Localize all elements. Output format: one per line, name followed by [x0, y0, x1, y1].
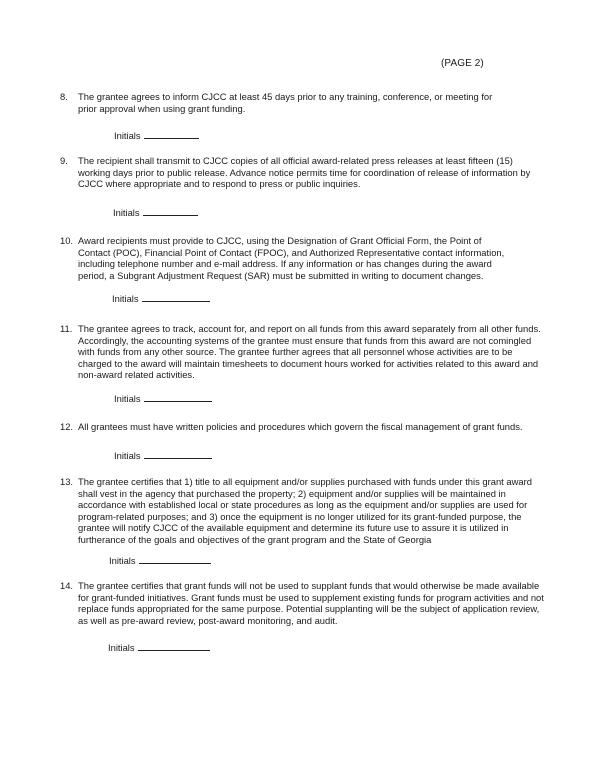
initials-line[interactable] — [144, 130, 199, 139]
initials-label: Initials — [108, 642, 135, 653]
clause-number: 14. — [60, 580, 74, 591]
initials-line[interactable] — [143, 207, 198, 216]
initials-line[interactable] — [139, 555, 211, 564]
initials-label: Initials — [113, 207, 140, 218]
clause-number: 10. — [60, 235, 74, 246]
clause-text: The recipient shall transmit to CJCC copies of all official award-related press releases at least fifteen (15) working days prior to public release. Advance notice permits time for coordination of release of information by CJCC where appropriate and to respond to press or public inquiries. — [78, 155, 531, 190]
initials-field-11[interactable] — [114, 393, 212, 404]
clause-text: All grantees must have written policies and procedures which govern the fiscal management of grant funds. — [78, 421, 523, 432]
initials-label: Initials — [114, 130, 141, 141]
initials-field-8[interactable] — [114, 130, 199, 141]
clause-10 — [60, 235, 508, 281]
clause-12 — [60, 421, 560, 433]
clause-text: Award recipients must provide to CJCC, using the Designation of Grant Official Form, the Point of Contact (POC), Financial Point of Contact (FPOC), and Authorized Representative contact information, including telephone number and e-mail address. If any information or has changes during the award period, a Subgrant Adjustment Request (SAR) must be submitted in writing to document changes. — [78, 235, 505, 281]
initials-label: Initials — [109, 555, 136, 566]
clause-text: The grantee agrees to inform CJCC at least 45 days prior to any training, conference, or meeting for prior approval when using grant funding. — [78, 91, 493, 114]
clause-number: 11. — [60, 323, 73, 334]
initials-label: Initials — [114, 393, 141, 404]
initials-label: Initials — [114, 450, 141, 461]
initials-field-12[interactable] — [114, 450, 212, 461]
initials-field-9[interactable] — [113, 207, 198, 218]
clause-number: 9. — [60, 155, 68, 166]
initials-line[interactable] — [144, 450, 212, 459]
clause-8 — [60, 91, 500, 114]
clause-9 — [60, 155, 538, 190]
clause-14 — [60, 580, 544, 626]
clause-number: 12. — [60, 421, 74, 432]
initials-line[interactable] — [142, 293, 210, 302]
initials-field-14[interactable] — [108, 642, 210, 653]
initials-field-13[interactable] — [109, 555, 211, 566]
initials-field-10[interactable] — [112, 293, 210, 304]
clause-text: The grantee certifies that 1) title to all equipment and/or supplies purchased with funds under this grant award shall vest in the agency that purchased the property; 2) equipment and/or supplies will be maintained in accordance with established local or state procedures as long as the equipment and/or supplies are used for program-related purposes; and 3) once the equipment is no longer utilized for its grant-funded purpose, the grantee will notify CJCC of the available equipment and determine its future use to assure it is utilized in furtherance of the goals and objectives of the grant program and the State of Georgia — [78, 476, 532, 545]
page-number-label: (PAGE 2) — [441, 58, 484, 69]
initials-label: Initials — [112, 293, 139, 304]
initials-line[interactable] — [144, 393, 212, 402]
clause-text: The grantee agrees to track, account for, and report on all funds from this award separately from all other funds. Accordingly, the accounting systems of the grantee must ensure that funds from this award are not comingled with funds from any other source. The grantee further agrees that all personnel whose activities are to be charged to the award will maintain timesheets to document hours worked for activities related to this award and non-award related activities. — [78, 323, 541, 381]
clause-11 — [60, 323, 542, 381]
initials-line[interactable] — [138, 642, 210, 651]
clause-text: The grantee certifies that grant funds will not be used to supplant funds that would otherwise be made available for grant-funded initiatives. Grant funds must be used to supplement existing funds for program activities and not replace funds appropriated for the same purpose. Potential supplanting will be the subject of application review, as well as pre-award review, post-award monitoring, and audit. — [78, 580, 544, 626]
clause-13 — [60, 476, 538, 546]
clause-number: 13. — [60, 476, 74, 487]
clause-number: 8. — [60, 91, 68, 102]
